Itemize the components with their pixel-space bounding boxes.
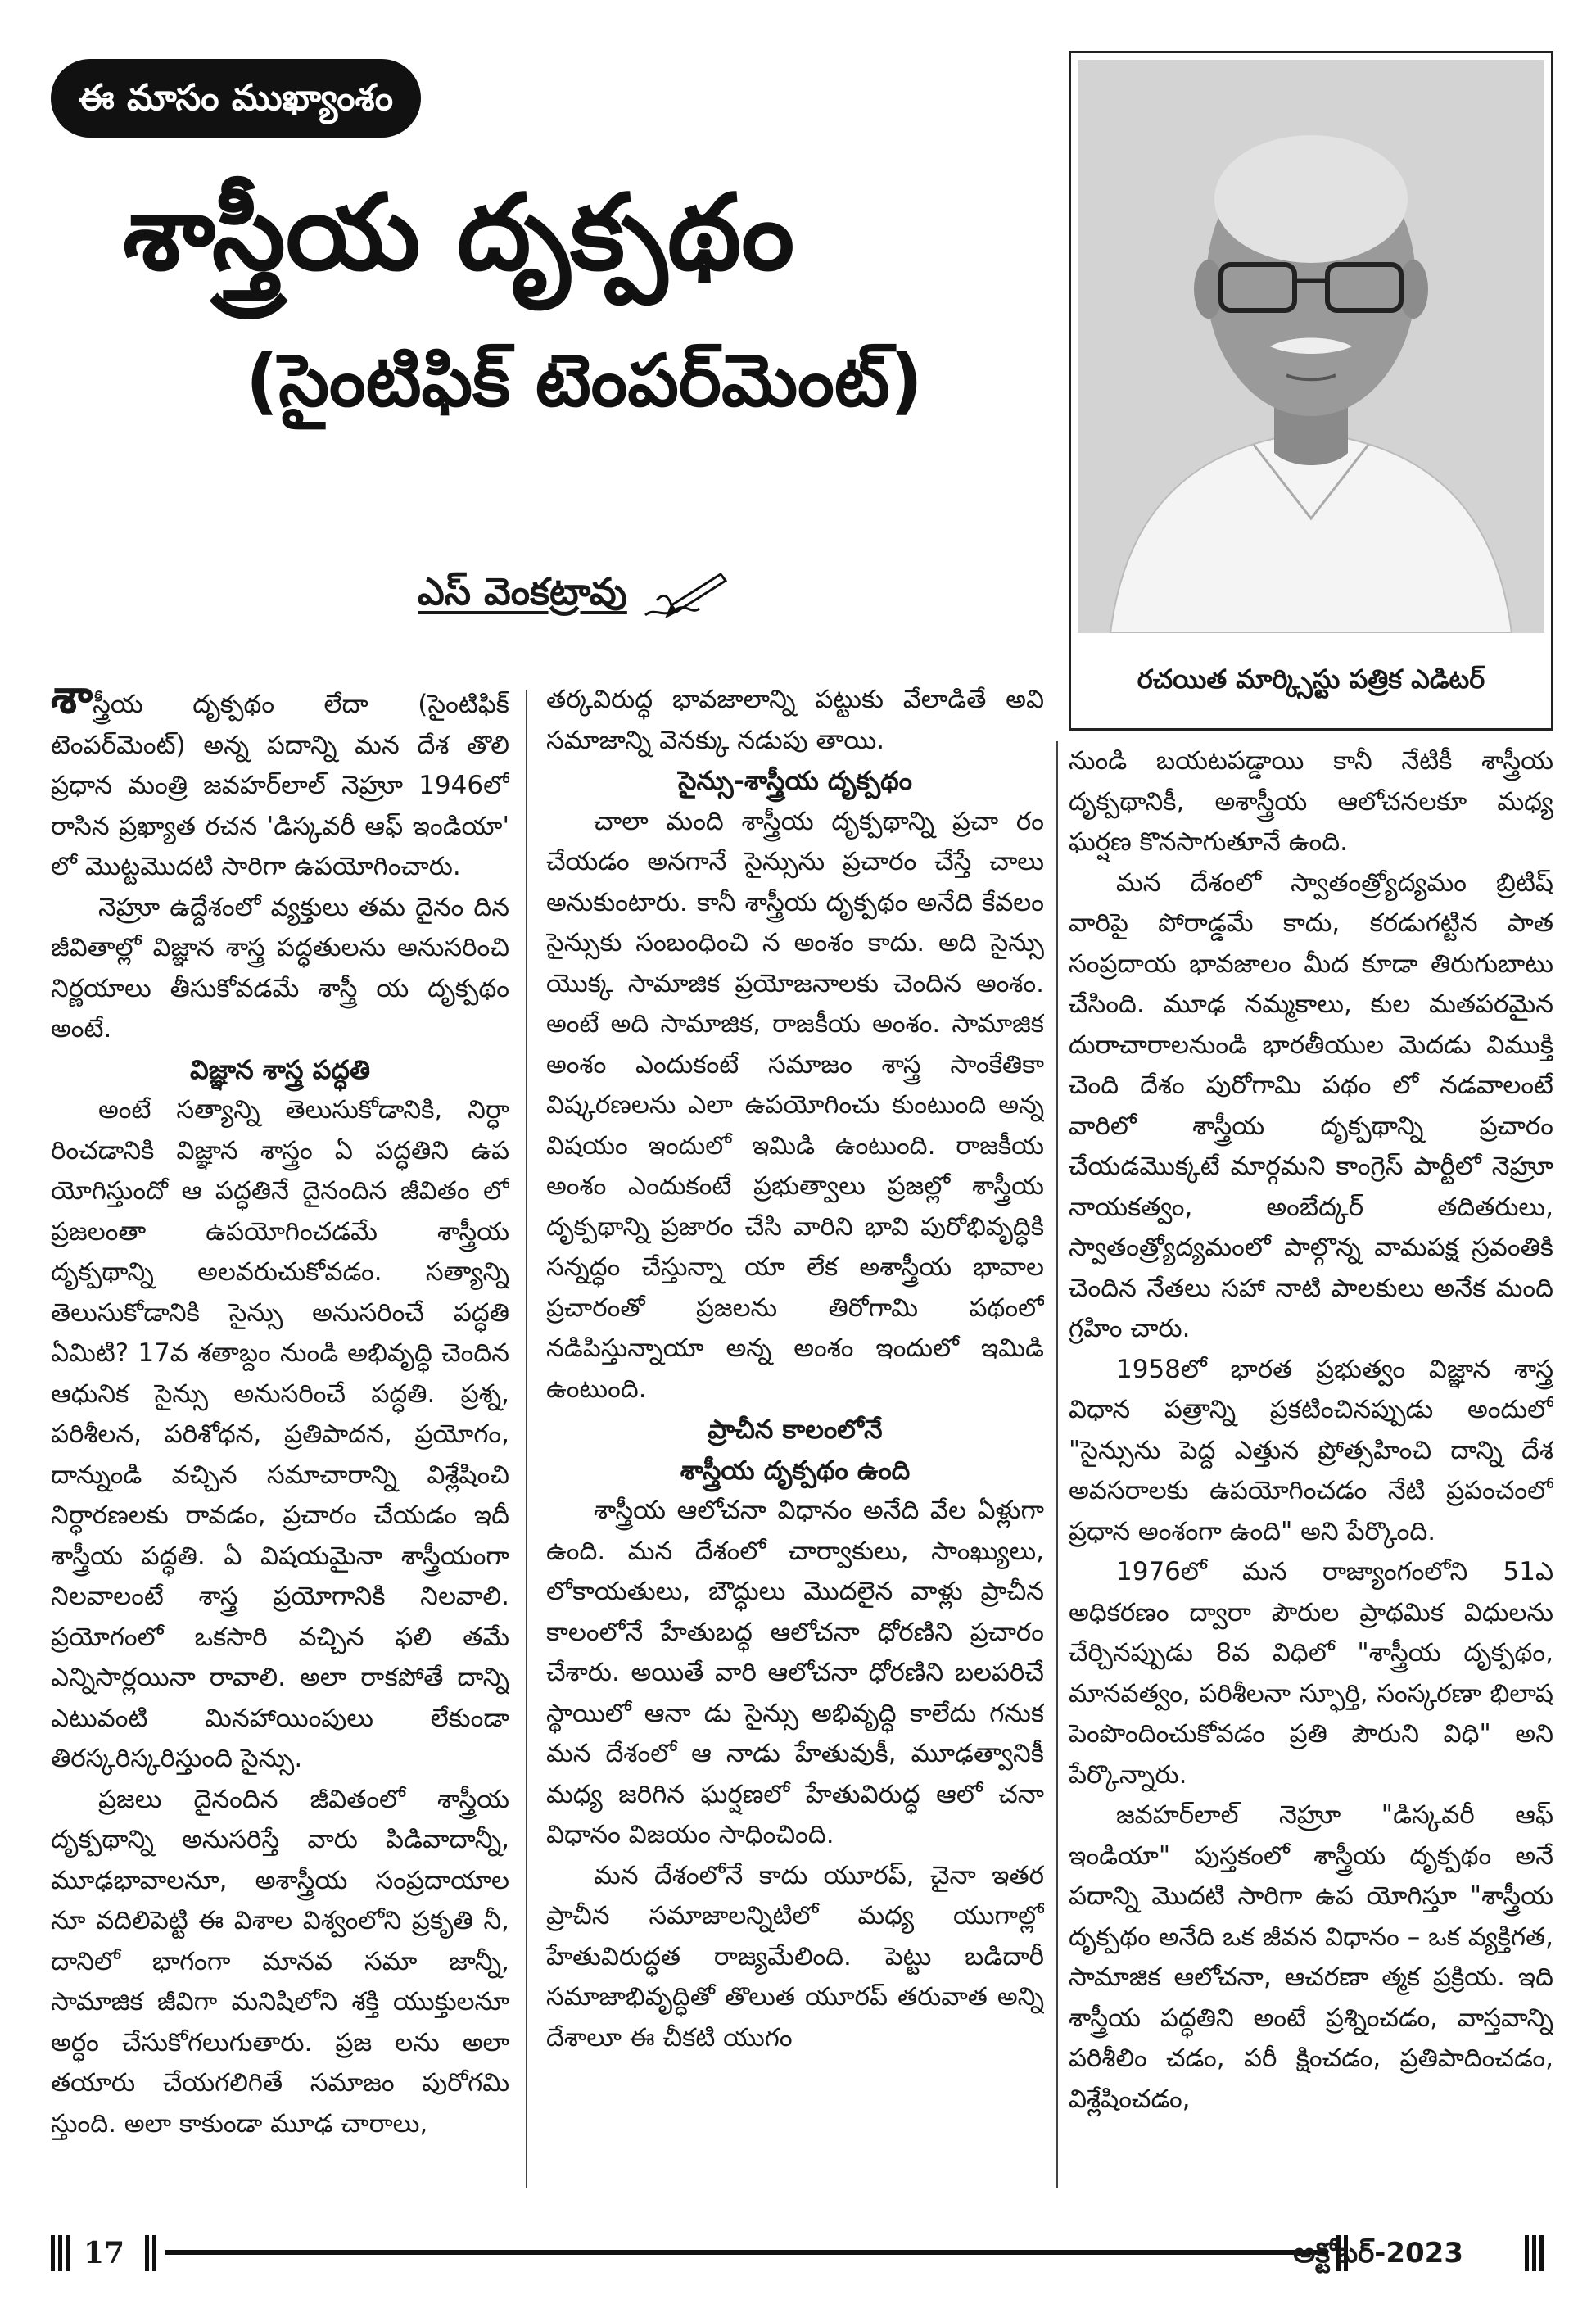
author-photo — [1078, 60, 1544, 633]
page-footer — [51, 2232, 1553, 2274]
article-subtitle: (సైంటిఫిక్ టెంపర్‌మెంట్) — [246, 338, 923, 423]
column-divider — [526, 690, 527, 2188]
photo-caption: రచయిత మార్క్సిస్టు పత్రిక ఎడిటర్ — [1137, 663, 1485, 695]
article-column-2 — [546, 680, 1044, 2195]
pen-icon — [639, 568, 729, 625]
footer-rule — [165, 2250, 1328, 2255]
paragraph: 1976లో మన రాజ్యాంగంలోని 51ఎ అధికరణం ద్వారా పౌరుల ప్రాథమిక విధులను చేర్చినప్పుడు 8వ విధిలో "శాస్త్రీయ దృక్పథం, మానవత్వం, పరిశీలనా స్ఫూర్తి, సంస్కరణా భిలాష పెంపొందించుకోవడం ప్రతి పౌరుని విధి" అని పేర్కొన్నారు. — [1069, 1557, 1553, 1790]
author-photo-frame — [1069, 51, 1553, 731]
intro-text: స్త్రీయ దృక్పథం లేదా (సైంటిఫిక్ టెంపర్‌మెంట్) అన్న పదాన్ని మన దేశ తొలి ప్రధాన మంత్రి జవహర్‌లాల్ నెహ్రూ 1946లో రాసిన ప్రఖ్యాత రచన 'డిస్కవరీ ఆఫ్ ఇండియా' లో మొట్టమొదటి సారిగా ఉపయోగించారు. — [51, 690, 509, 881]
section-heading: విజ్ఞాన శాస్త్ర పద్ధతి — [189, 1053, 371, 1085]
article-title: శాస్త్రీయ దృక్పథం — [123, 172, 795, 294]
section-heading: శాస్త్రీయ దృక్పథం ఉంది — [680, 1454, 911, 1486]
article-column-3 — [1069, 741, 1553, 2195]
drop-cap: శా — [51, 680, 93, 724]
section-badge: ఈ మాసం ముఖ్యాంశం — [51, 59, 421, 138]
footer-bars-end — [1525, 2235, 1547, 2271]
paragraph: 1958లో భారత ప్రభుత్వం విజ్ఞాన శాస్త్ర విధాన పత్రాన్ని ప్రకటించినప్పుడు అందులో "సైన్సును పెద్ద ఎత్తున ప్రోత్సహించి దాన్ని దేశ అవసరాలకు ఉపయోగించడం నేటి ప్రపంచంలో ప్రధాన అంశంగా ఉంది" అని పేర్కొంది. — [1069, 1354, 1553, 1546]
section-heading: సైన్సు-శాస్త్రీయ దృక్పథం — [678, 765, 912, 796]
paragraph: నెహ్రూ ఉద్దేశంలో వ్యక్తులు తమ దైనం దిన జీవితాల్లో విజ్ఞాన శాస్త్ర పద్ధతులను అనుసరించి నిర్ణయాలు తీసుకోవడమే శాస్త్రీ య దృక్పథం అంటే. — [51, 892, 509, 1043]
author-name: ఎస్ వెంకట్రావు — [418, 569, 627, 613]
footer-bars-mid — [145, 2235, 160, 2271]
issue-date: అక్టోబర్-2023 — [1293, 2237, 1463, 2270]
section-heading: ప్రాచీన కాలంలోనే — [708, 1414, 883, 1445]
paragraph: ప్రజలు దైనందిన జీవితంలో శాస్త్రీయ దృక్పథాన్ని అనుసరిస్తే వారు పిడివాదాన్నీ, మూఢభావాలనూ, అశాస్త్రీయ సంప్రదాయాల నూ వదిలిపెట్టి ఈ విశాల విశ్వంలోని ప్రకృతి నీ, దానిలో భాగంగా మానవ సమా జాన్నీ, సామాజిక జీవిగా మనిషిలోని శక్తి యుక్తులనూ అర్ధం చేసుకోగలుగుతారు. ప్రజ లను అలా తయారు చేయగలిగితే సమాజం పురోగమి స్తుంది. అలా కాకుండా మూఢ చారాలు, — [51, 1784, 509, 2139]
page-number: 17 — [84, 2236, 125, 2270]
column-divider — [1056, 741, 1058, 2188]
paragraph: చాలా మంది శాస్త్రీయ దృక్పథాన్ని ప్రచా రం చేయడం అనగానే సైన్సును ప్రచారం చేస్తే చాలు అనుకుంటారు. కానీ శాస్త్రీయ దృక్పథం అనేది కేవలం సైన్సుకు సంబంధించి న అంశం కాదు. అది సైన్సు యొక్క సామాజిక ప్రయోజనాలకు చెందిన అంశం. అంటే అది సామాజిక, రాజకీయ అంశం. సామాజిక అంశం ఎందుకంటే సమాజం శాస్త్ర సాంకేతికా విష్కరణలను ఎలా ఉపయోగించు కుంటుంది అన్న విషయం ఇందులో ఇమిడి ఉంటుంది. రాజకీయ అంశం ఎందుకంటే ప్రభుత్వాలు ప్రజల్లో శాస్త్రీయ దృక్పథాన్ని ప్రజారం చేసి వారిని భావి పురోభివృద్ధికి సన్నద్ధం చేస్తున్నా యా లేక అశాస్త్రీయ భావాల ప్రచారంతో ప్రజలను తిరోగామి పథంలో నడిపిస్తున్నాయా అన్న అంశం ఇందులో ఇమిడి ఉంటుంది. — [546, 806, 1044, 1404]
paragraph: మన దేశంలో స్వాతంత్ర్యోద్యమం బ్రిటిష్ వారిపై పోరాడ్డమే కాదు, కరడుగట్టిన పాత సంప్రదాయ భావజాలం మీద కూడా తిరుగుబాటు చేసింది. మూఢ నమ్మకాలు, కుల మతపరమైన దురాచారాలనుండి భారతీయుల మెదడు విముక్తి చెంది దేశం పురోగామి పథం లో నడవాలంటే వారిలో శాస్త్రీయ దృక్పథాన్ని ప్రచారం చేయడమొక్కటే మార్గమని కాంగ్రెస్ పార్టీలో నెహ్రూ నాయకత్వం, అంబేద్కర్ తదితరులు, స్వాతంత్ర్యోద్యమంలో పాల్గొన్న వామపక్ష స్రవంతికి చెందిన నేతలు సహా నాటి పాలకులు అనేక మంది గ్రహిం చారు. — [1069, 867, 1553, 1343]
article-column-1 — [51, 680, 509, 2195]
paragraph: తర్కవిరుద్ధ భావజాలాన్ని పట్టుకు వేలాడితే అవి సమాజాన్ని వెనక్కు నడుపు తాయి. — [546, 685, 1044, 755]
intro-paragraph — [51, 680, 509, 888]
paragraph: జవహర్‌లాల్ నెహ్రూ "డిస్కవరీ ఆఫ్ ఇండియా" పుస్తకంలో శాస్త్రీయ దృక్పథం అనే పదాన్ని మొదటి సారిగా ఉప యోగిస్తూ "శాస్త్రీయ దృక్పథం అనేది ఒక జీవన విధానం – ఒక వ్యక్తిగత, సామాజిక ఆలోచనా, ఆచరణా త్మక ప్రక్రియ. ఇది శాస్త్రీయ పద్ధతిని అంటే ప్రశ్నించడం, వాస్తవాన్ని పరిశీలిం చడం, పరీ క్షించడం, ప్రతిపాదించడం, విశ్లేషించడం, — [1069, 1800, 1553, 2114]
paragraph: అంటే సత్యాన్ని తెలుసుకోడానికి, నిర్ధా రించడానికి విజ్ఞాన శాస్త్రం ఏ పద్ధతిని ఉప యోగిస్తుందో ఆ పద్ధతినే దైనందిన జీవితం లో ప్రజలంతా ఉపయోగించడమే శాస్త్రీయ దృక్పథాన్ని అలవరుచుకోవడం. సత్యాన్ని తెలుసుకోడానికి సైన్సు అనుసరించే పద్ధతి ఏమిటి? 17వ శతాబ్దం నుండి అభివృద్ధి చెందిన ఆధునిక సైన్సు అనుసరించే పద్ధతి. ప్రశ్న, పరిశీలన, పరిశోధన, ప్రతిపాదన, ప్రయోగం, దాన్నుండి వచ్చిన సమాచారాన్ని విశ్లేషించి నిర్ధారణలకు రావడం, ప్రచారం చేయడం ఇదీ శాస్త్రీయ పద్ధతి. ఏ విషయమైనా శాస్త్రీయంగా నిలవాలంటే శాస్త్ర ప్రయోగానికి నిలవాలి. ప్రయోగంలో ఒకసారి వచ్చిన ఫలి తమే ఎన్నిసార్లయినా రావాలి. అలా రాకపోతే దాన్ని ఎటువంటి మినహాయింపులు లేకుండా తిరస్కరిస్కరిస్తుంది సైన్సు. — [51, 1095, 509, 1773]
paragraph: శాస్త్రీయ ఆలోచనా విధానం అనేది వేల ఏళ్లుగా ఉంది. మన దేశంలో చార్వాకులు, సాంఖ్యులు, లోకాయతులు, బౌద్ధులు మొదలైన వాళ్లు ప్రాచీన కాలంలోనే హేతుబద్ధ ఆలోచనా ధోరణిని ప్రచారం చేశారు. అయితే వారి ఆలోచనా ధోరణిని బలపరిచే స్థాయిలో ఆనా డు సైన్సు అభివృద్ధి కాలేదు గనుక మన దేశంలో ఆ నాడు హేతువుకీ, మూఢత్వానికీ మధ్య జరిగిన ఘర్షణలో హేతువిరుద్ధ ఆలో చనా విధానం విజయం సాధించింది. — [546, 1496, 1044, 1849]
paragraph: నుండి బయటపడ్డాయి కానీ నేటికీ శాస్త్రీయ దృక్పథానికీ, అశాస్త్రీయ ఆలోచనలకూ మధ్య ఘర్షణ కొనసాగుతూనే ఉంది. — [1069, 746, 1553, 857]
byline — [418, 564, 729, 629]
footer-bars-left — [51, 2235, 73, 2271]
paragraph: మన దేశంలోనే కాదు యూరప్, చైనా ఇతర ప్రాచీన సమాజాలన్నిటిలో మధ్య యుగాల్లో హేతువిరుద్ధత రాజ్యమేలింది. పెట్టు బడిదారీ సమాజాభివృద్ధితో తొలుత యూరప్ తరువాత అన్ని దేశాలూ ఈ చీకటి యుగం — [546, 1860, 1044, 2053]
